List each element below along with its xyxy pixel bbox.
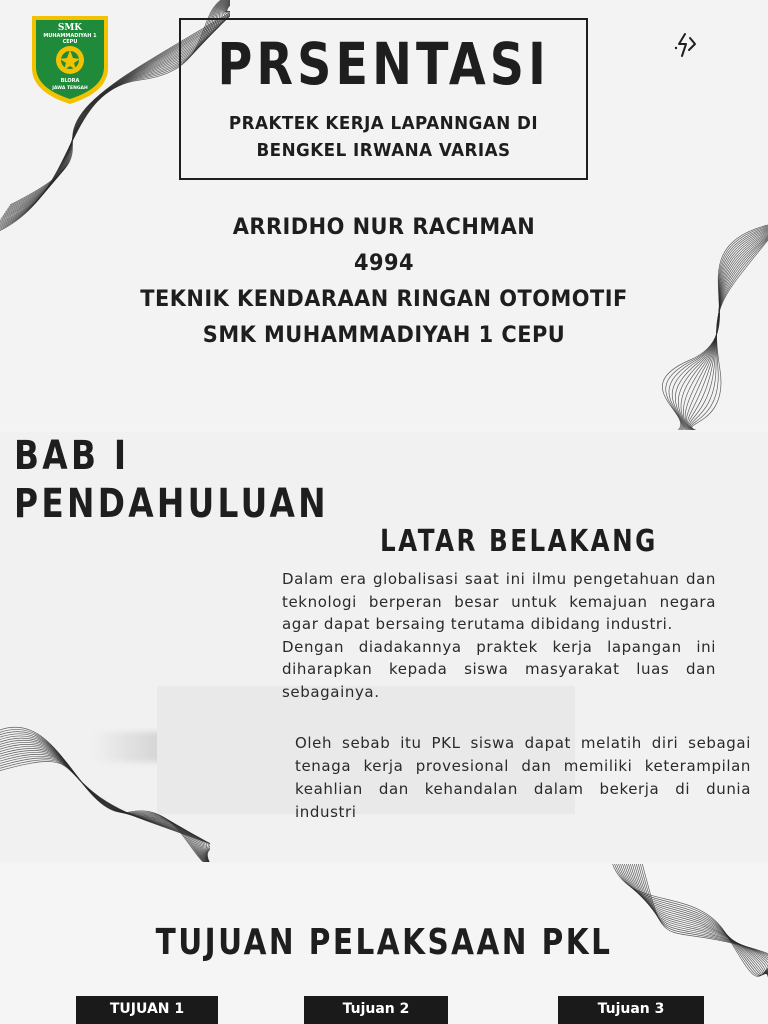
goals-slide: [0, 864, 768, 1024]
school-logo: [28, 12, 112, 106]
subtitle-line-1: PRAKTEK KERJA LAPANNGAN DI: [228, 113, 539, 134]
section-title-background: LATAR BELAKANG: [380, 524, 658, 559]
logo-text-smk: SMK: [57, 23, 83, 33]
brand-mark-icon: [672, 30, 702, 60]
study-program: TEKNIK KENDARAAN RINGAN OTOMOTIF: [140, 287, 628, 312]
goal-tab-3[interactable]: Tujuan 3: [558, 996, 704, 1024]
logo-text-city: CEPU: [62, 39, 78, 45]
goals-title: TUJUAN PELAKSAAN PKL: [155, 922, 613, 963]
presentation-title: PRSENTASI: [217, 30, 550, 98]
logo-text-school: MUHAMMADIYAH 1: [43, 33, 97, 39]
background-text: [282, 568, 716, 704]
logo-text-province: JAWA TENGAH: [52, 86, 88, 91]
subtitle-line-2: BENGKEL IRWANA VARIAS: [256, 140, 511, 161]
student-name: ARRIDHO NUR RACHMAN: [232, 215, 536, 240]
paragraph-internship: Dengan diadakannya praktek kerja lapangan ini diharapkan kepada siswa masyarakat luas dan sebagainya.: [282, 637, 716, 701]
title-frame: [179, 18, 588, 180]
school-name: SMK MUHAMMADIYAH 1 CEPU: [202, 323, 566, 348]
panel-shadow: [92, 732, 162, 762]
chapter-number: BAB I: [14, 433, 130, 479]
chapter-heading: [14, 432, 329, 528]
introduction-slide: [0, 432, 768, 862]
title-slide: [0, 0, 768, 430]
paragraph-globalization: Dalam era globalisasi saat ini ilmu pengetahuan dan teknologi berperan besar untuk kemajuan negara agar dapat bersaing terutama dibidang industri.: [282, 570, 716, 634]
logo-text-region: BLORA: [60, 78, 80, 84]
student-id: 4994: [353, 251, 415, 276]
author-info: [60, 210, 708, 354]
chapter-name: PENDAHULUAN: [14, 481, 329, 527]
goal-tab-2[interactable]: Tujuan 2: [304, 996, 448, 1024]
goal-tab-1[interactable]: TUJUAN 1: [76, 996, 218, 1024]
paragraph-conclusion: Oleh sebab itu PKL siswa dapat melatih diri sebagai tenaga kerja provesional dan memiliki keterampilan keahlian dan kehandalan dalam bekerja di dunia industri: [295, 734, 751, 821]
